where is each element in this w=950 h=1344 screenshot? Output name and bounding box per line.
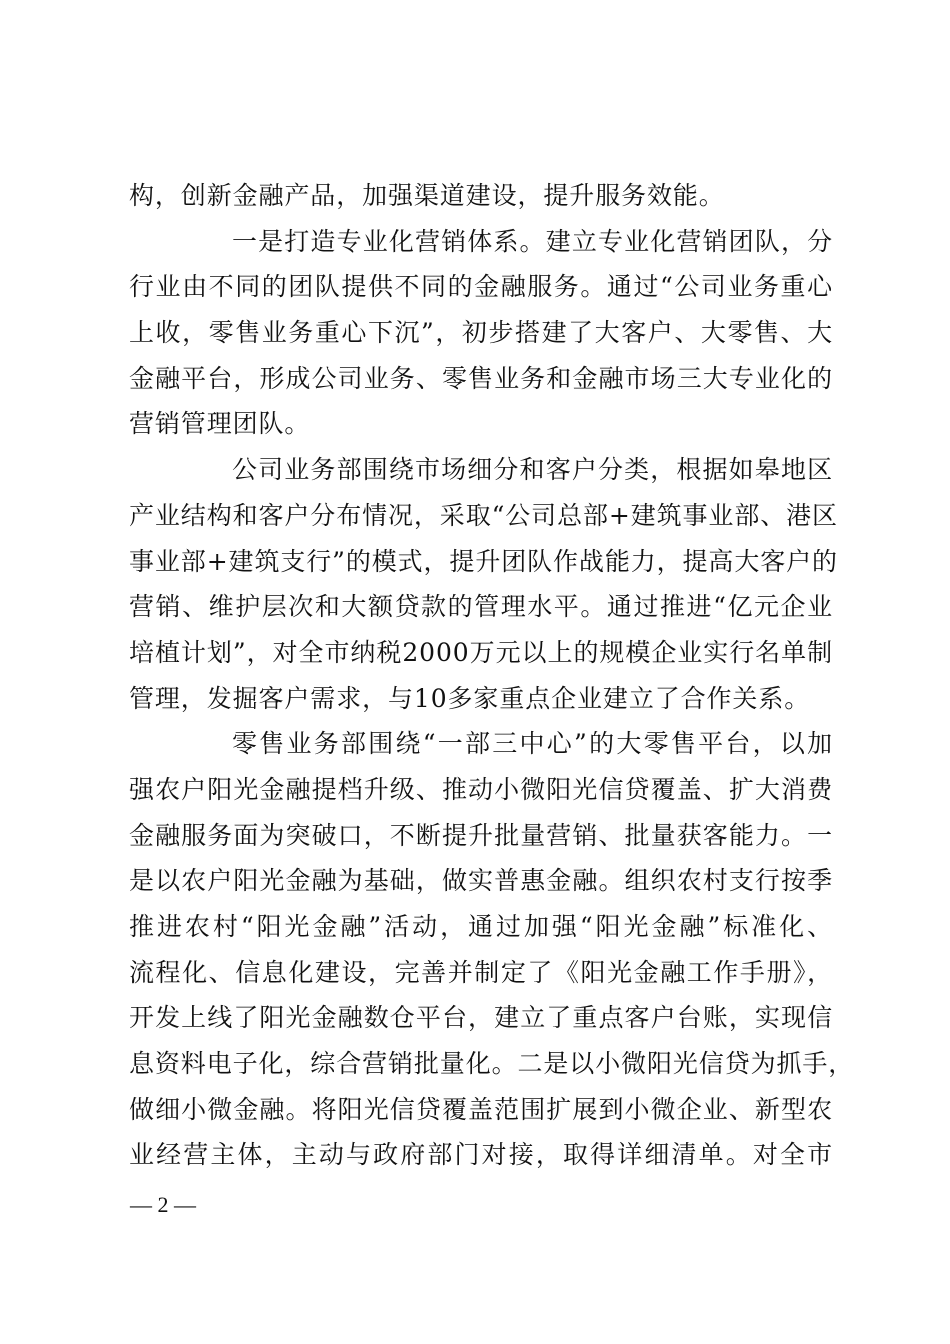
paragraph-line: 产业结构和客户分布情况，采取“公司总部+建筑事业部、港区 [129, 500, 838, 530]
paragraph-line: 强农户阳光金融提档升级、推动小微阳光信贷覆盖、扩大消费 [129, 774, 833, 804]
paragraph-line: 事业部+建筑支行”的模式，提升团队作战能力，提高大客户的 [129, 546, 838, 576]
page-number: — 2 — [130, 1192, 196, 1217]
body-text [129, 173, 855, 1178]
paragraph-line: 上收，零售业务重心下沉”，初步搭建了大客户、大零售、大 [129, 318, 833, 348]
paragraph-line: 一是打造专业化营销体系。建立专业化营销团队，分 [232, 226, 833, 256]
paragraph-line: 培植计划”，对全市纳税2000万元以上的规模企业实行名单制 [129, 637, 833, 667]
paragraph-line: 构，创新金融产品，加强渠道建设，提升服务效能。 [129, 181, 725, 210]
paragraph-line: 营销管理团队。 [129, 409, 311, 439]
paragraph-line: 管理，发掘客户需求，与10多家重点企业建立了合作关系。 [129, 683, 811, 713]
paragraph-line: 行业由不同的团队提供不同的金融服务。通过“公司业务重心 [129, 272, 833, 302]
paragraph-line: 是以农户阳光金融为基础，做实普惠金融。组织农村支行按季 [129, 866, 833, 896]
paragraph-line: 开发上线了阳光金融数仓平台，建立了重点客户台账，实现信 [129, 1003, 833, 1033]
paragraph-line: 做细小微金融。将阳光信贷覆盖范围扩展到小微企业、新型农 [129, 1094, 833, 1124]
paragraph-line: 金融服务面为突破口，不断提升批量营销、批量获客能力。一 [129, 820, 833, 850]
paragraph-line: 推进农村“阳光金融”活动，通过加强“阳光金融”标准化、 [129, 912, 833, 941]
paragraph-line: 息资料电子化，综合营销批量化。二是以小微阳光信贷为抓手， [129, 1049, 855, 1079]
paragraph-line: 公司业务部围绕市场细分和客户分类，根据如皋地区 [232, 455, 833, 485]
paragraph-line: 业经营主体，主动与政府部门对接，取得详细清单。对全市 [129, 1140, 833, 1170]
paragraph-line: 流程化、信息化建设，完善并制定了《阳光金融工作手册》， [129, 957, 833, 987]
paragraph-line: 零售业务部围绕“一部三中心”的大零售平台，以加 [232, 729, 833, 759]
paragraph-line: 金融平台，形成公司业务、零售业务和金融市场三大专业化的 [129, 363, 833, 393]
paragraph-line: 营销、维护层次和大额贷款的管理水平。通过推进“亿元企业 [129, 592, 833, 622]
